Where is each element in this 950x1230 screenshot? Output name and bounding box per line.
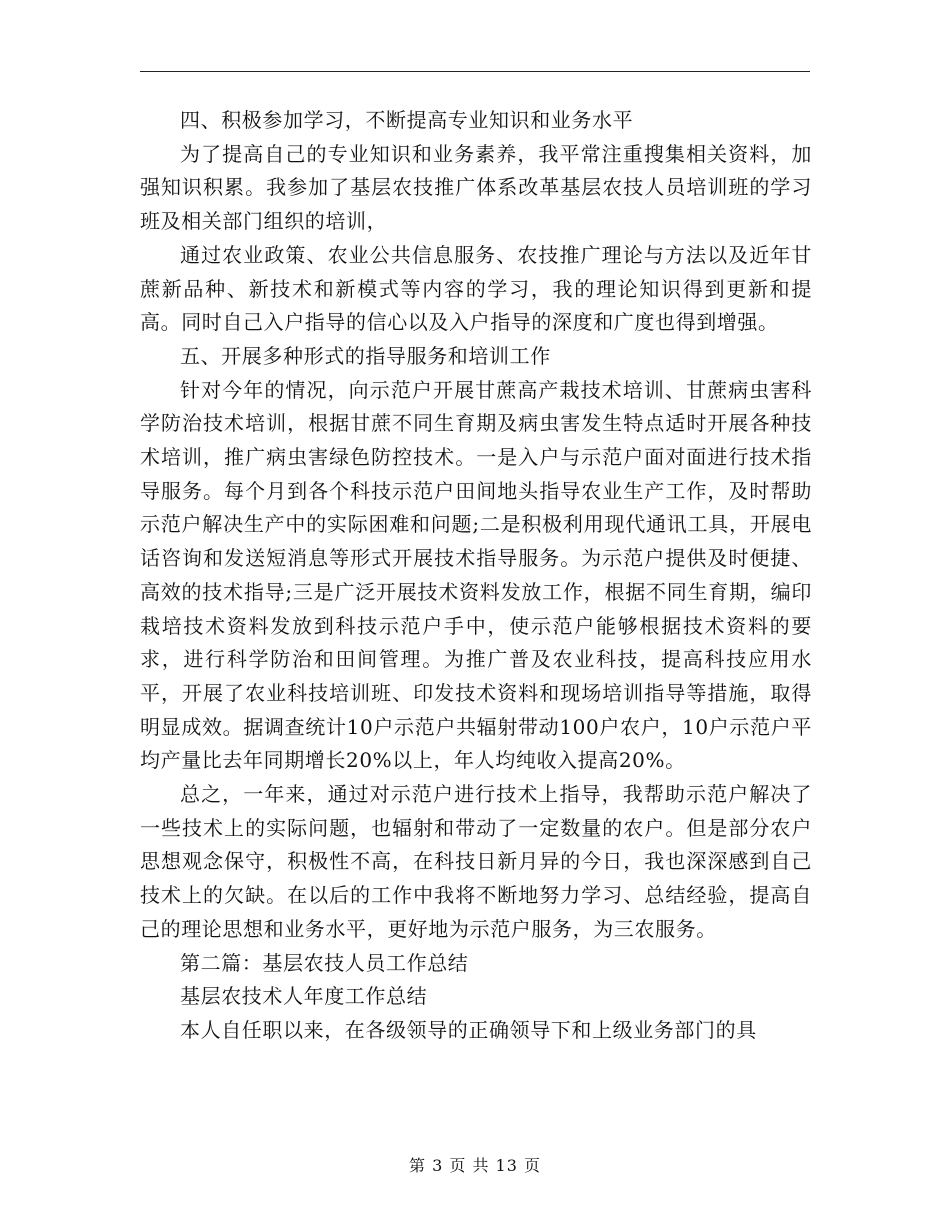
section-heading-four: 四、积极参加学习，不断提高专业知识和业务水平 bbox=[180, 108, 634, 132]
subtitle: 基层农技术人年度工作总结 bbox=[180, 984, 428, 1009]
body-paragraph: 针对今年的情况，向示范户开展甘蔗高产栽技术培训、甘蔗病虫害科学防治技术培训，根据甘蔗不同生育期及病虫害发生特点适时开展各种技术培训，推广病虫害绿色防控技术。一是入户与示范户面对面进行技术指导服务。每个月到各个科技示范户田间地头指导农业生产工作，及时帮助示范户解决生产中的实际困难和问题;二是积极利用现代通讯工具，开展电话咨询和发送短消息等形式开展技术指导服务。为示范户提供及时便捷、高效的技术指导;三是广泛开展技术资料发放工作，根据不同生育期，编印栽培技术资料发放到科技示范户手中，使示范户能够根据技术资料的要求，进行科学防治和田间管理。为推广普及农业科技，提高科技应用水平，开展了农业科技培训班、印发技术资料和现场培训指导等措施，取得明显成效。据调查统计10户示范户共辐射带动100户农户，10户示范户平均产量比去年同期增长20%以上，年人均纯收入提高20%。 bbox=[140, 377, 812, 773]
document-body bbox=[140, 104, 812, 1048]
body-paragraph: 为了提高自己的专业知识和业务素养，我平常注重搜集相关资料，加强知识积累。我参加了基层农技推广体系改革基层农技人员培训班的学习班及相关部门组织的培训， bbox=[140, 141, 812, 234]
chapter-heading: 第二篇：基层农技人员工作总结 bbox=[180, 950, 469, 975]
section-heading-five: 五、开展多种形式的指导服务和培训工作 bbox=[180, 343, 551, 368]
header-rule bbox=[140, 71, 810, 72]
page-number: 第 3 页 共 13 页 bbox=[409, 1156, 541, 1175]
body-paragraph: 本人自任职以来，在各级领导的正确领导下和上级业务部门的具 bbox=[180, 1017, 757, 1042]
body-paragraph: 通过农业政策、农业公共信息服务、农技推广理论与方法以及近年甘蔗新品种、新技术和新模式等内容的学习，我的理论知识得到更新和提高。同时自己入户指导的信心以及入户指导的深度和广度也得到增强。 bbox=[140, 242, 812, 335]
body-paragraph: 总之，一年来，通过对示范户进行技术上指导，我帮助示范户解决了一些技术上的实际问题，也辐射和带动了一定数量的农户。但是部分农户思想观念保守，积极性不高，在科技日新月异的今日，我也深深感到自己技术上的欠缺。在以后的工作中我将不断地努力学习、总结经验，提高自己的理论思想和业务水平，更好地为示范户服务，为三农服务。 bbox=[140, 782, 812, 941]
